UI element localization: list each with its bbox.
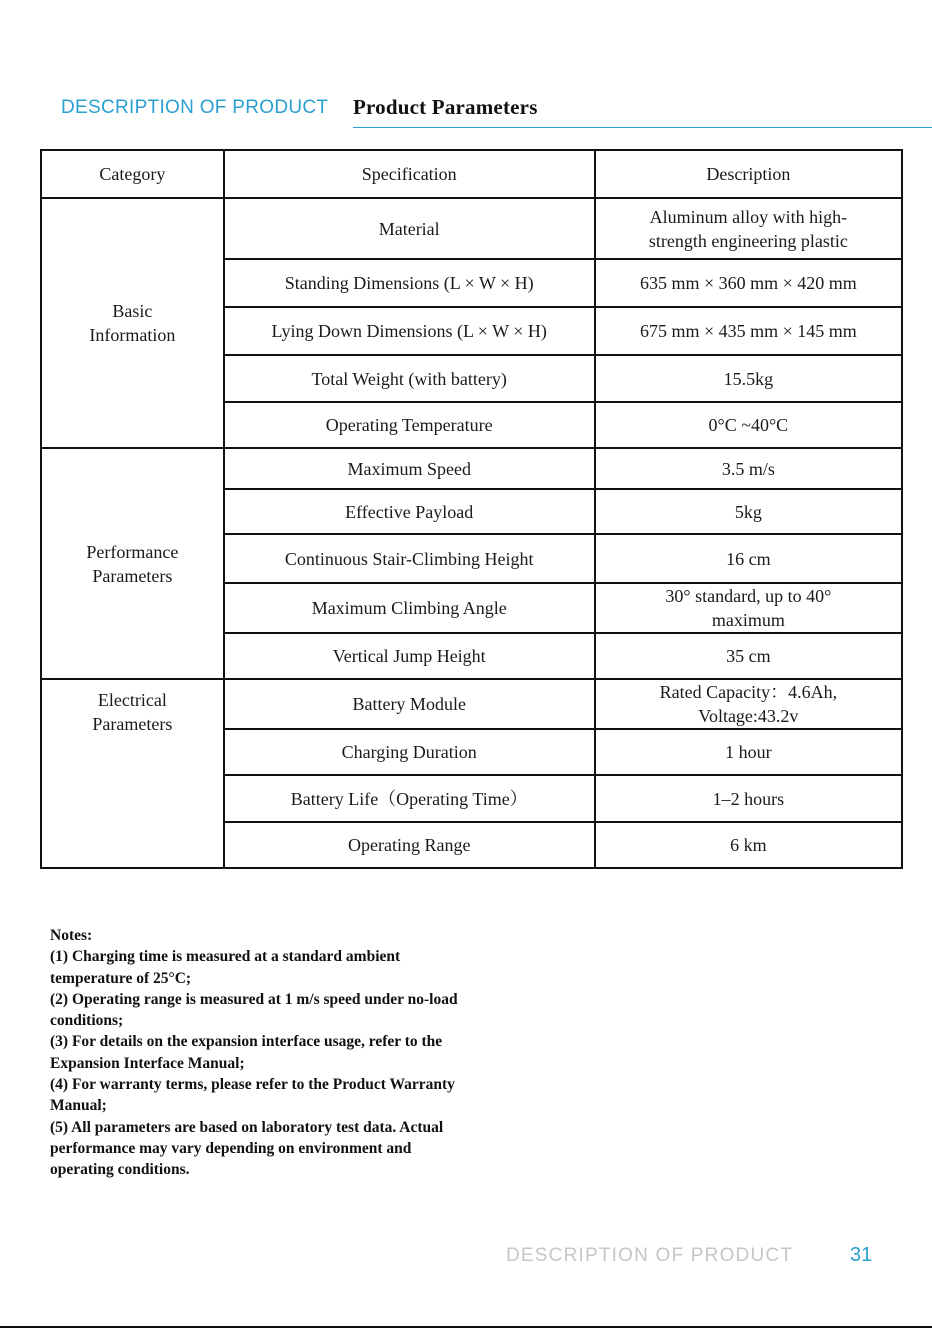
- column-header-specification: Specification: [224, 150, 595, 198]
- spec-cell: Total Weight (with battery): [224, 355, 595, 402]
- desc-line: Aluminum alloy with high-: [649, 206, 848, 227]
- desc-cell: 5kg: [595, 489, 902, 534]
- spec-cell: Operating Temperature: [224, 402, 595, 448]
- spec-cell: Operating Range: [224, 822, 595, 868]
- spec-cell: Maximum Climbing Angle: [224, 583, 595, 633]
- desc-cell: [595, 583, 902, 633]
- note-item: (1) Charging time is measured at a standard ambient temperature of 25°C;: [50, 948, 401, 987]
- table-row: [41, 679, 902, 729]
- spec-cell: Standing Dimensions (L × W × H): [224, 259, 595, 307]
- category-label: Parameters: [92, 714, 173, 734]
- note-item: (4) For warranty terms, please refer to the Product Warranty Manual;: [50, 1076, 455, 1115]
- desc-cell: 3.5 m/s: [595, 448, 902, 489]
- table-row: [41, 198, 902, 259]
- note-item: (5) All parameters are based on laboratory test data. Actual performance may vary depending on environment and operating conditions.: [50, 1118, 444, 1179]
- note-item: (2) Operating range is measured at 1 m/s speed under no-load conditions;: [50, 990, 458, 1030]
- page-number: 31: [850, 1244, 873, 1266]
- notes-block: [50, 925, 470, 1181]
- desc-cell: 15.5kg: [595, 355, 902, 402]
- desc-cell: 6 km: [595, 822, 902, 868]
- column-header-category: Category: [41, 150, 224, 198]
- table-header-row: [41, 150, 902, 198]
- spec-cell: Vertical Jump Height: [224, 633, 595, 679]
- spec-cell: Lying Down Dimensions (L × W × H): [224, 307, 595, 355]
- desc-cell: 35 cm: [595, 633, 902, 679]
- desc-line: 30° standard, up to 40°: [665, 586, 832, 606]
- spec-cell: Maximum Speed: [224, 448, 595, 489]
- desc-cell: 1 hour: [595, 729, 902, 775]
- desc-cell: 675 mm × 435 mm × 145 mm: [595, 307, 902, 355]
- category-label: Information: [89, 325, 176, 345]
- desc-cell: 0°C ~40°C: [595, 402, 902, 448]
- spec-cell: Charging Duration: [224, 729, 595, 775]
- spec-cell: Material: [224, 198, 595, 259]
- desc-cell: 635 mm × 360 mm × 420 mm: [595, 259, 902, 307]
- category-label: Performance: [86, 541, 179, 562]
- category-cell: [41, 679, 224, 868]
- desc-line: maximum: [711, 610, 785, 630]
- desc-cell: [595, 679, 902, 729]
- category-cell: [41, 198, 224, 448]
- column-header-description: Description: [595, 150, 902, 198]
- notes-heading: Notes:: [50, 927, 93, 944]
- desc-cell: [595, 198, 902, 259]
- desc-cell: 16 cm: [595, 534, 902, 583]
- spec-cell: Battery Life（Operating Time）: [224, 775, 595, 822]
- category-label: Basic: [112, 301, 153, 321]
- desc-line: strength engineering plastic: [648, 230, 848, 251]
- desc-cell: 1–2 hours: [595, 775, 902, 822]
- footer-section-label: DESCRIPTION OF PRODUCT: [506, 1245, 794, 1266]
- parameters-table: [40, 149, 903, 869]
- header-section-label: DESCRIPTION OF PRODUCT: [61, 97, 329, 118]
- table-row: [41, 448, 902, 489]
- category-cell: [41, 448, 224, 679]
- desc-line: Voltage:43.2v: [698, 706, 799, 726]
- category-label: Electrical: [97, 690, 167, 710]
- desc-line: Rated Capacity：4.6Ah,: [659, 682, 838, 702]
- note-item: (3) For details on the expansion interface usage, refer to the Expansion Interface Manual;: [50, 1033, 443, 1072]
- spec-cell: Battery Module: [224, 679, 595, 729]
- category-label: Parameters: [92, 565, 173, 586]
- page-title: Product Parameters: [353, 95, 538, 119]
- header-divider: [353, 127, 932, 128]
- spec-cell: Continuous Stair-Climbing Height: [224, 534, 595, 583]
- spec-cell: Effective Payload: [224, 489, 595, 534]
